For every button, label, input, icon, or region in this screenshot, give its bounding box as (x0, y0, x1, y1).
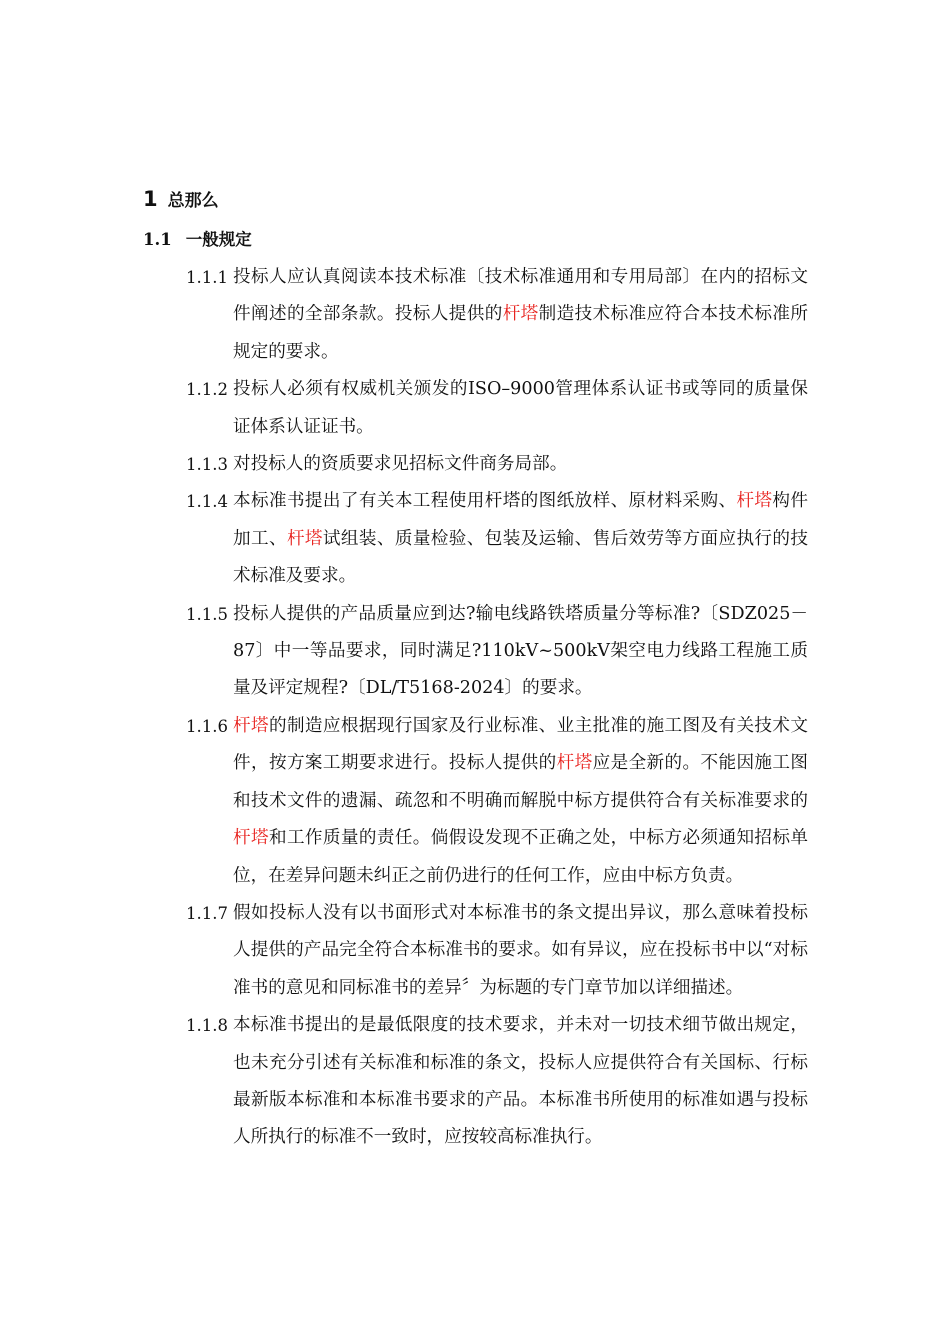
clause-text (233, 596, 808, 708)
clause-segment: 投标人必须有权威机关颁发的ISO–9000管理体系认证书或等同的质量保证体系认证证书。 (233, 379, 808, 437)
clause-number: 1.1.5 (186, 604, 228, 624)
clause-number: 1.1.4 (186, 492, 228, 512)
clause-segment: 的制造应根据现行国家及行业标准、业主批准的施工图及有关技术文件，按方案工期要求进行。投标人提供的 (233, 715, 808, 774)
clause-text (233, 371, 808, 446)
clause-segment: 投标人提供的产品质量应到达?输电线路铁塔质量分等标准?〔SDZ025－87〕中一等品要求，同时满足?110kV~500kV架空电力线路工程施工质量及评定规程?〔DL/T5168-2024〕的要求。 (233, 603, 808, 699)
clause-1-1-2 (186, 371, 808, 446)
chapter-heading (143, 186, 219, 214)
clause-1-1-3 (186, 446, 808, 483)
clause-segment-highlight: 杆塔 (556, 753, 593, 774)
clause-segment: 试组装、质量检验、包装及运输、售后效劳等方面应执行的技术标准及要求。 (233, 528, 808, 587)
clause-segment: 应是全新的。不能因施工图和技术文件的遗漏、疏忽和不明确而解脱中标方提供符合有关标准要求的 (233, 753, 808, 811)
clause-segment: 本标准书提出了有关本工程使用杆塔的图纸放样、原材料采购、 (233, 491, 737, 512)
clause-text (233, 446, 808, 483)
clause-number: 1.1.3 (186, 455, 228, 475)
clause-segment-highlight: 杆塔 (286, 528, 323, 549)
section-heading (143, 227, 252, 253)
clause-1-1-8 (186, 1007, 808, 1157)
clause-list (186, 259, 808, 1157)
section-title: 一般规定 (185, 230, 252, 249)
clause-segment: 投标人应认真阅读本技术标准〔技术标准通用和专用局部〕在内的招标文件阐述的全部条款。投标人提供的 (233, 267, 808, 325)
clause-segment: 本标准书提出的是最低限度的技术要求，并未对一切技术细节做出规定，也未充分引述有关标准和标准的条文，投标人应提供符合有关国标、行标最新版本标准和本标准书要求的产品。本标准书所使用的标准如遇与投标人所执行的标准不一致时，应按较高标准执行。 (233, 1015, 808, 1148)
clause-1-1-7 (186, 895, 808, 1007)
clause-number: 1.1.8 (186, 1016, 228, 1036)
clause-segment: 和工作质量的责任。倘假设发现不正确之处，中标方必须通知招标单位，在差异问题未纠正之前仍进行的任何工作，应由中标方负责。 (233, 828, 808, 886)
clause-segment: 假如投标人没有以书面形式对本标准书的条文提出异议，那么意味着投标人提供的产品完全符合本标准书的要求。如有异议，应在投标书中以“对标准书的意见和同标准书的差异〞为标题的专门章节加以详细描述。 (233, 902, 808, 998)
section-number: 1.1 (143, 230, 172, 249)
clause-number: 1.1.1 (186, 268, 228, 287)
clause-segment: 构件加工、 (233, 491, 808, 549)
clause-1-1-4 (186, 483, 808, 595)
clause-text (233, 483, 808, 595)
clause-segment-highlight: 杆塔 (736, 491, 773, 512)
clause-number: 1.1.7 (186, 903, 228, 923)
clause-1-1-5 (186, 596, 808, 708)
clause-text (233, 259, 808, 371)
clause-number: 1.1.2 (186, 380, 228, 400)
clause-segment: 制造技术标准应符合本技术标准所规定的要求。 (233, 304, 808, 362)
clause-segment: 对投标人的资质要求见招标文件商务局部。 (233, 454, 568, 475)
clause-segment-highlight: 杆塔 (233, 828, 269, 849)
clause-1-1-6 (186, 708, 808, 895)
clause-text (233, 1007, 808, 1157)
chapter-number: 1 (143, 187, 158, 211)
clause-number: 1.1.6 (186, 716, 228, 736)
clause-1-1-1 (186, 259, 808, 371)
chapter-title: 总那么 (167, 191, 219, 211)
clause-text (233, 708, 808, 895)
clause-segment-highlight: 杆塔 (233, 715, 269, 736)
clause-text (233, 895, 808, 1007)
clause-segment-highlight: 杆塔 (502, 304, 539, 325)
